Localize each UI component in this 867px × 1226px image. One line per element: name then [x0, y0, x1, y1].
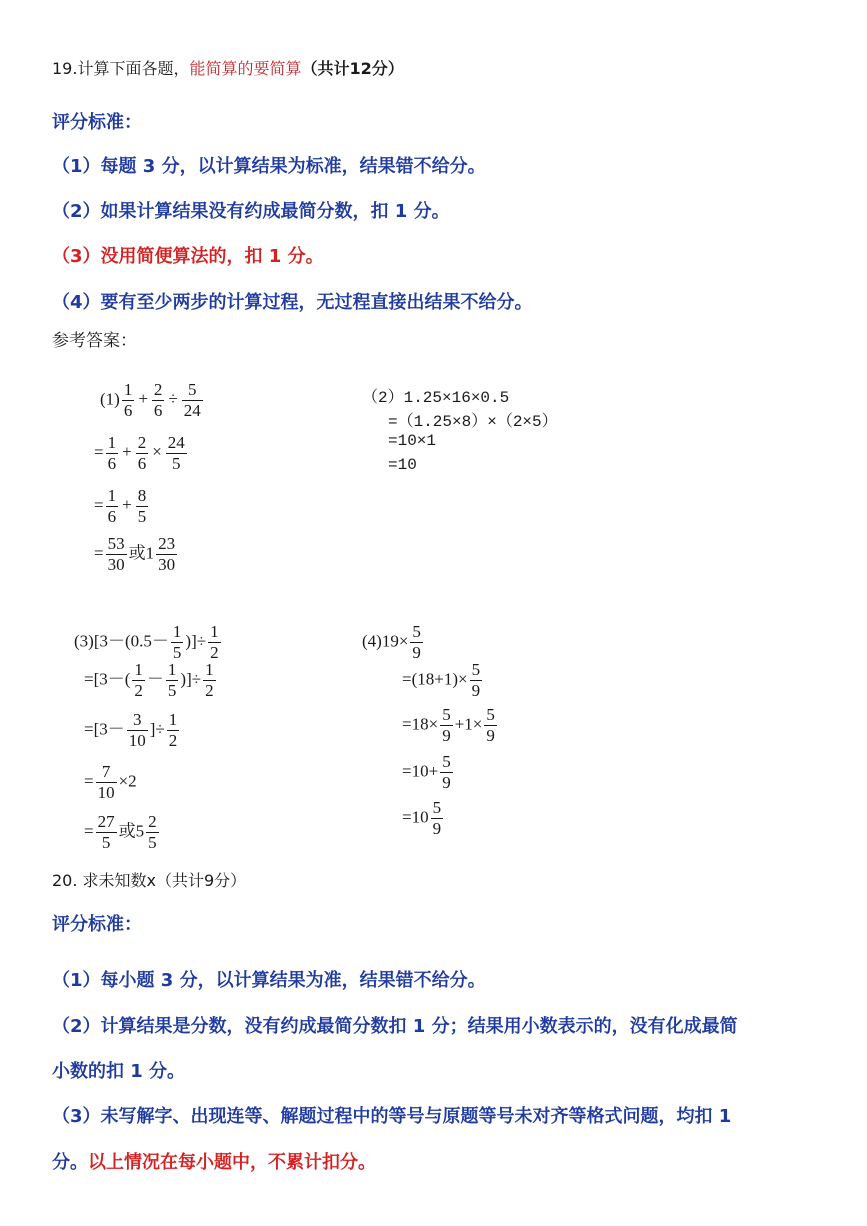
fraction: $\frac{27}{5}$: [97, 812, 115, 852]
fraction: $\frac{8}{5}$: [137, 486, 147, 526]
fraction: $\frac{7}{10}$: [97, 762, 115, 802]
q20-criterion-3b: 分。以上情况在每小题中，不累计扣分。: [52, 1152, 376, 1173]
answer-2-line-2: =（1.25×8）×（2×5）: [388, 413, 558, 431]
fraction: $\frac{1}{2}$: [168, 710, 178, 750]
fraction: $\frac{1}{6}$: [107, 486, 117, 526]
q20-criterion-1: （1）每小题 3 分，以计算结果为准，结果错不给分。: [52, 970, 486, 991]
answer-1-line-1: (1) $\frac{1}{6}$ + $\frac{2}{6}$ ÷ $\frac{5}{24}$: [100, 380, 201, 420]
fraction: $\frac{5}{9}$: [432, 798, 442, 838]
answer-3-line-1: (3)[3－(0.5－ $\frac{1}{5}$ )]÷ $\frac{1}{2}$: [74, 622, 219, 662]
answers-title: 参考答案：: [52, 331, 137, 351]
answer-2-line-4: =10: [388, 456, 417, 474]
q19-criteria-title: 评分标准：: [52, 112, 142, 133]
fraction: $\frac{1}{5}$: [172, 622, 182, 662]
fraction: $\frac{1}{2}$: [134, 660, 143, 700]
q20-criteria-title: 评分标准：: [52, 914, 142, 935]
fraction: $\frac{1}{2}$: [205, 660, 214, 700]
fraction: $\frac{53}{30}$: [107, 534, 125, 574]
answer-4-line-1: (4)19× $\frac{5}{9}$: [362, 622, 421, 662]
fraction: $\frac{23}{30}$: [158, 534, 176, 574]
answer-2-line-3: =10×1: [388, 432, 437, 450]
q19-criterion-3: （3）没用简便算法的，扣 1 分。: [52, 246, 324, 267]
fraction: $\frac{5}{9}$: [412, 622, 421, 662]
fraction: $\frac{5}{9}$: [442, 705, 451, 745]
question-19-title: 19.计算下面各题，能简算的要简算（共计12分）: [52, 59, 404, 78]
fraction: $\frac{2}{5}$: [148, 812, 157, 852]
answer-1-line-3: = $\frac{1}{6}$ + $\frac{8}{5}$: [94, 486, 147, 526]
fraction: $\frac{3}{10}$: [128, 710, 146, 750]
q20-criterion-2a: （2）计算结果是分数，没有约成最简分数扣 1 分；结果用小数表示的，没有化成最简: [52, 1016, 738, 1037]
fraction: $\frac{24}{5}$: [167, 433, 185, 473]
answer-3-line-5: = $\frac{27}{5}$ 或5 $\frac{2}{5}$: [84, 812, 157, 852]
answer-3-line-4: = $\frac{7}{10}$ ×2: [84, 762, 137, 802]
answer-4-line-2: =(18+1)× $\frac{5}{9}$: [402, 660, 481, 700]
fraction: $\frac{5}{9}$: [486, 705, 495, 745]
fraction: $\frac{1}{2}$: [210, 622, 219, 662]
answer-1-line-4: = $\frac{53}{30}$ 或1 $\frac{23}{30}$: [94, 534, 176, 574]
question-20-title: 20. 求未知数x（共计9分）: [52, 871, 247, 890]
q19-criterion-1: （1）每题 3 分，以计算结果为标准，结果错不给分。: [52, 156, 486, 177]
fraction: $\frac{5}{9}$: [442, 752, 451, 792]
answer-3-line-3: =[3－ $\frac{3}{10}$ ]÷ $\frac{1}{2}$: [84, 710, 178, 750]
q20-criterion-3a: （3）未写解字、出现连等、解题过程中的等号与原题等号未对齐等格式问题，均扣 1: [52, 1106, 732, 1127]
q20-criterion-2b: 小数的扣 1 分。: [52, 1061, 186, 1082]
answer-2-line-1: （2）1.25×16×0.5: [362, 389, 510, 407]
answer-4-line-4: =10+ $\frac{5}{9}$: [402, 752, 451, 792]
answer-1-line-2: = $\frac{1}{6}$ + $\frac{2}{6}$ × $\frac{24}{5}$: [94, 433, 185, 473]
fraction: $\frac{2}{6}$: [153, 380, 163, 420]
answer-3-line-2: =[3－( $\frac{1}{2}$ － $\frac{1}{5}$ )]÷ $\frac{1}{2}$: [84, 660, 214, 700]
answer-4-line-3: =18× $\frac{5}{9}$ +1× $\frac{5}{9}$: [402, 705, 495, 745]
answer-4-line-5: =10 $\frac{5}{9}$: [402, 798, 442, 838]
q19-criterion-4: （4）要有至少两步的计算过程，无过程直接出结果不给分。: [52, 292, 533, 313]
q19-criterion-2: （2）如果计算结果没有约成最简分数，扣 1 分。: [52, 201, 450, 222]
fraction: $\frac{5}{9}$: [471, 660, 481, 700]
fraction: $\frac{1}{5}$: [167, 660, 177, 700]
fraction: $\frac{5}{24}$: [183, 380, 201, 420]
fraction: $\frac{2}{6}$: [137, 433, 147, 473]
fraction: $\frac{1}{6}$: [107, 433, 117, 473]
fraction: $\frac{1}{6}$: [123, 380, 133, 420]
